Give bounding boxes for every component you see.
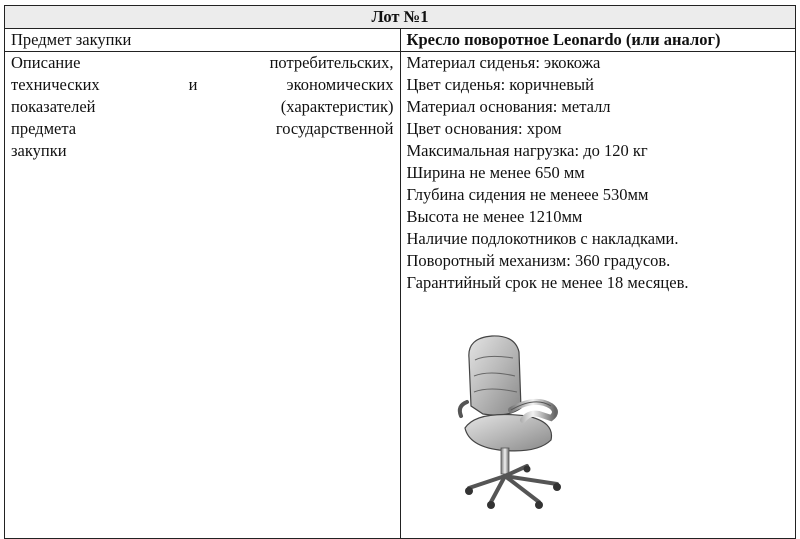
subject-value: Кресло поворотное Leonardo (или аналог) [400, 29, 796, 52]
description-label [5, 52, 401, 539]
description-label-line: показателей (характеристик) [11, 97, 394, 116]
spec-list [407, 52, 790, 294]
lot-title-row [5, 6, 796, 29]
description-label-line: технических и экономических [11, 75, 394, 94]
spec-item: Глубина сидения не менеее 530мм [406, 185, 649, 204]
description-specs [400, 52, 796, 539]
description-label-line: Описание потребительских, [11, 53, 394, 72]
spec-item: Материал основания: металл [406, 97, 611, 116]
description-label-line: закупки [11, 141, 67, 160]
subject-label: Предмет закупки [5, 29, 401, 52]
spec-item: Наличие подлокотников с накладками. [406, 229, 679, 248]
spec-item: Ширина не менее 650 мм [406, 163, 585, 182]
description-label-line: предмета государственной [11, 119, 394, 138]
office-chair-photo-icon [447, 330, 587, 510]
spec-item: Цвет сиденья: коричневый [406, 75, 594, 94]
lot-title: Лот №1 [5, 6, 796, 29]
lot-table [4, 5, 796, 539]
description-row [5, 52, 796, 539]
subject-row [5, 29, 796, 52]
spec-item: Цвет основания: хром [406, 119, 562, 138]
spec-item: Поворотный механизм: 360 градусов. [406, 251, 671, 270]
spec-item: Высота не менее 1210мм [406, 207, 583, 226]
spec-item: Материал сиденья: экокожа [406, 53, 601, 72]
spec-item: Максимальная нагрузка: до 120 кг [406, 141, 648, 160]
spec-item: Гарантийный срок не менее 18 месяцев. [406, 273, 689, 292]
